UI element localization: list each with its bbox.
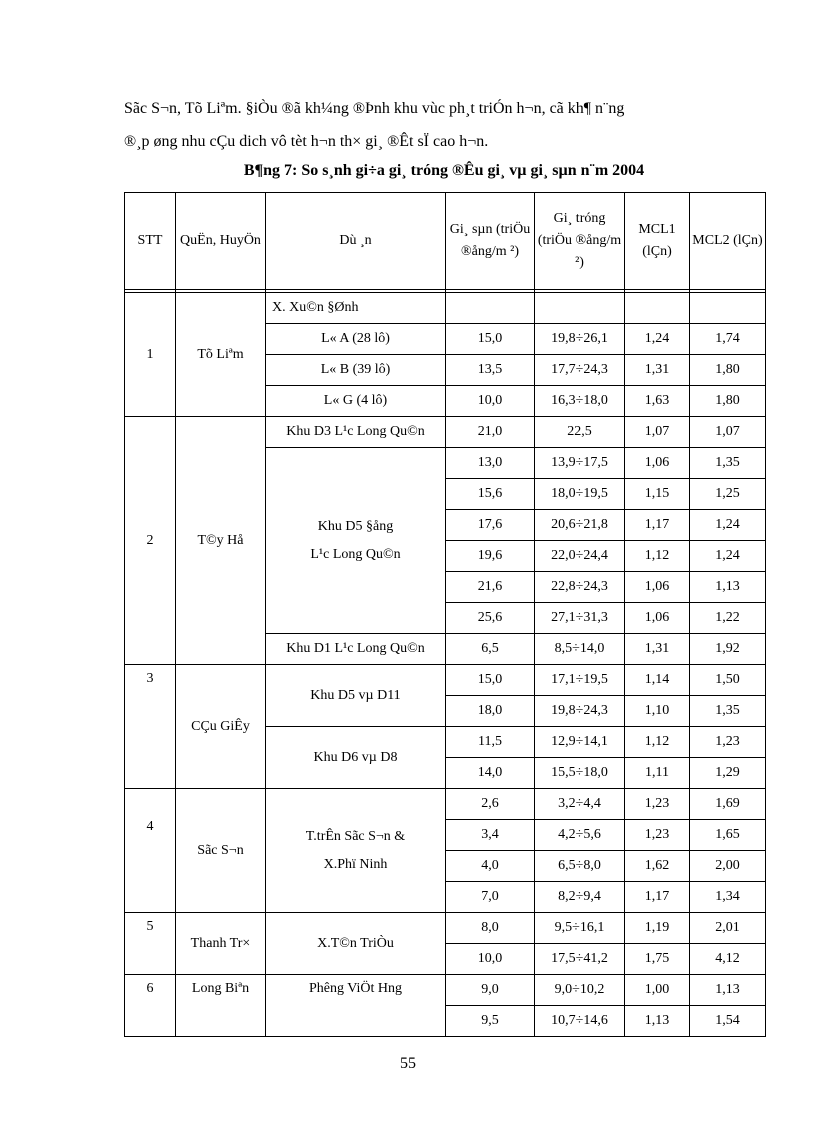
table-row xyxy=(125,913,766,944)
mcl1-cell: 1,23 xyxy=(625,820,690,851)
project-cell: X.T©n TriÒu xyxy=(266,913,446,975)
district-cell: Long Biªn xyxy=(176,975,266,1037)
floor-cell: 21,6 xyxy=(446,572,535,603)
win-cell: 22,8÷24,3 xyxy=(535,572,625,603)
district-cell: Tõ Liªm xyxy=(176,293,266,417)
mcl2-cell: 1,24 xyxy=(690,541,766,572)
floor-cell: 15,6 xyxy=(446,479,535,510)
mcl2-cell: 1,74 xyxy=(690,324,766,355)
stt-cell: 5 xyxy=(125,913,176,975)
project-cell: L« B (39 lô) xyxy=(266,355,446,386)
mcl1-cell: 1,31 xyxy=(625,355,690,386)
floor-cell: 13,0 xyxy=(446,448,535,479)
mcl1-cell: 1,15 xyxy=(625,479,690,510)
floor-cell: 3,4 xyxy=(446,820,535,851)
mcl1-cell: 1,23 xyxy=(625,789,690,820)
project-cell xyxy=(266,789,446,913)
stt-cell: 1 xyxy=(125,293,176,417)
mcl1-cell: 1,11 xyxy=(625,758,690,789)
floor-cell: 7,0 xyxy=(446,882,535,913)
floor-cell: 14,0 xyxy=(446,758,535,789)
mcl2-cell: 1,22 xyxy=(690,603,766,634)
floor-cell: 10,0 xyxy=(446,944,535,975)
mcl1-cell: 1,06 xyxy=(625,572,690,603)
win-cell: 22,0÷24,4 xyxy=(535,541,625,572)
win-cell: 6,5÷8,0 xyxy=(535,851,625,882)
table-caption: B¶ng 7: So s¸nh gi÷a gi¸ tróng ®Êu gi¸ vµ gi¸ sµn n¨m 2004 xyxy=(243,162,645,179)
win-cell: 9,0÷10,2 xyxy=(535,975,625,1006)
floor-cell: 25,6 xyxy=(446,603,535,634)
mcl1-cell: 1,12 xyxy=(625,727,690,758)
district-cell: CÇu GiÊy xyxy=(176,665,266,789)
mcl1-cell: 1,62 xyxy=(625,851,690,882)
floor-cell: 18,0 xyxy=(446,696,535,727)
floor-cell: 19,6 xyxy=(446,541,535,572)
header-floor-price: Gi¸ sµn (triÖu ®ång/m ²) xyxy=(446,193,535,290)
project-cell: Phêng ViÖt Hng xyxy=(266,975,446,1037)
mcl2-cell: 1,25 xyxy=(690,479,766,510)
win-cell: 12,9÷14,1 xyxy=(535,727,625,758)
mcl2-cell: 1,80 xyxy=(690,386,766,417)
mcl1-cell: 1,06 xyxy=(625,603,690,634)
mcl2-cell: 1,92 xyxy=(690,634,766,665)
mcl2-cell: 1,07 xyxy=(690,417,766,448)
mcl2-cell: 1,65 xyxy=(690,820,766,851)
mcl1-cell: 1,63 xyxy=(625,386,690,417)
win-cell: 17,1÷19,5 xyxy=(535,665,625,696)
table-row xyxy=(125,665,766,696)
win-cell: 18,0÷19,5 xyxy=(535,479,625,510)
win-cell: 19,8÷24,3 xyxy=(535,696,625,727)
win-cell: 16,3÷18,0 xyxy=(535,386,625,417)
mcl2-cell: 1,80 xyxy=(690,355,766,386)
stt-cell: 4 xyxy=(125,789,176,913)
win-cell: 15,5÷18,0 xyxy=(535,758,625,789)
table-row xyxy=(125,975,766,1006)
floor-cell: 13,5 xyxy=(446,355,535,386)
win-cell: 8,2÷9,4 xyxy=(535,882,625,913)
mcl2-cell: 1,50 xyxy=(690,665,766,696)
district-cell: Sãc S¬n xyxy=(176,789,266,913)
floor-cell: 6,5 xyxy=(446,634,535,665)
mcl1-cell: 1,06 xyxy=(625,448,690,479)
project-line: Khu D5 §ång xyxy=(317,518,394,534)
mcl1-cell: 1,19 xyxy=(625,913,690,944)
mcl2-cell: 1,35 xyxy=(690,696,766,727)
floor-cell: 9,5 xyxy=(446,1006,535,1037)
mcl1-cell: 1,17 xyxy=(625,510,690,541)
project-cell: Khu D3 L¹c Long Qu©n xyxy=(266,417,446,448)
table-row xyxy=(125,417,766,448)
mcl1-cell: 1,31 xyxy=(625,634,690,665)
header-row xyxy=(125,193,766,290)
project-cell xyxy=(266,448,446,634)
win-cell: 9,5÷16,1 xyxy=(535,913,625,944)
header-mcl2: MCL2 (lÇn) xyxy=(690,193,766,290)
mcl2-cell: 1,29 xyxy=(690,758,766,789)
floor-cell: 17,6 xyxy=(446,510,535,541)
project-cell: L« G (4 lô) xyxy=(266,386,446,417)
header-stt: STT xyxy=(125,193,176,290)
win-cell: 20,6÷21,8 xyxy=(535,510,625,541)
project-line: L¹c Long Qu©n xyxy=(310,546,401,562)
mcl1-cell: 1,00 xyxy=(625,975,690,1006)
header-district: QuËn, HuyÖn xyxy=(176,193,266,290)
paragraph-line-1: Sãc S¬n, Tõ Liªm. §iÒu ®ã kh¼ng ®Þnh khu vùc ph¸t triÓn h¬n, cã kh¶ n¨ng xyxy=(124,100,625,117)
win-cell: 17,5÷41,2 xyxy=(535,944,625,975)
mcl2-cell: 1,34 xyxy=(690,882,766,913)
win-cell: 17,7÷24,3 xyxy=(535,355,625,386)
win-cell: 13,9÷17,5 xyxy=(535,448,625,479)
mcl1-cell: 1,07 xyxy=(625,417,690,448)
floor-cell: 4,0 xyxy=(446,851,535,882)
mcl1-cell: 1,17 xyxy=(625,882,690,913)
mcl1-cell: 1,10 xyxy=(625,696,690,727)
floor-cell: 9,0 xyxy=(446,975,535,1006)
header-winning-price: Gi¸ tróng (triÖu ®ång/m ²) xyxy=(535,193,625,290)
mcl2-cell: 2,01 xyxy=(690,913,766,944)
page-number: 55 xyxy=(400,1055,416,1072)
table-row xyxy=(125,789,766,820)
district-cell: T©y Hå xyxy=(176,417,266,665)
mcl1-cell: 1,13 xyxy=(625,1006,690,1037)
table-row xyxy=(125,293,766,324)
project-line: T.trÊn Sãc S¬n & xyxy=(305,828,406,844)
district-cell: Thanh Tr× xyxy=(176,913,266,975)
project-cell: L« A (28 lô) xyxy=(266,324,446,355)
mcl2-cell: 1,35 xyxy=(690,448,766,479)
project-cell: X. Xu©n §Ønh xyxy=(266,293,446,324)
project-cell: Khu D5 vµ D11 xyxy=(266,665,446,727)
paragraph-line-2: ®¸p øng nhu cÇu dich vô tèt h¬n th× gi¸ ®Êt sÏ cao h¬n. xyxy=(124,133,489,150)
project-line: X.Phï Ninh xyxy=(323,856,388,872)
mcl2-cell: 4,12 xyxy=(690,944,766,975)
win-cell: 10,7÷14,6 xyxy=(535,1006,625,1037)
floor-cell: 15,0 xyxy=(446,324,535,355)
floor-cell: 11,5 xyxy=(446,727,535,758)
win-cell: 3,2÷4,4 xyxy=(535,789,625,820)
floor-cell: 10,0 xyxy=(446,386,535,417)
mcl1-cell: 1,12 xyxy=(625,541,690,572)
mcl2-cell: 1,13 xyxy=(690,975,766,1006)
stt-cell: 6 xyxy=(125,975,176,1037)
mcl1-cell: 1,14 xyxy=(625,665,690,696)
mcl2-cell: 1,69 xyxy=(690,789,766,820)
win-cell: 19,8÷26,1 xyxy=(535,324,625,355)
mcl2-cell: 1,54 xyxy=(690,1006,766,1037)
floor-cell: 21,0 xyxy=(446,417,535,448)
header-mcl1: MCL1 (lÇn) xyxy=(625,193,690,290)
project-cell: Khu D6 vµ D8 xyxy=(266,727,446,789)
mcl1-cell: 1,24 xyxy=(625,324,690,355)
win-cell: 27,1÷31,3 xyxy=(535,603,625,634)
mcl2-cell: 1,24 xyxy=(690,510,766,541)
win-cell: 4,2÷5,6 xyxy=(535,820,625,851)
mcl2-cell: 2,00 xyxy=(690,851,766,882)
floor-cell: 8,0 xyxy=(446,913,535,944)
floor-cell: 2,6 xyxy=(446,789,535,820)
win-cell: 22,5 xyxy=(535,417,625,448)
stt-cell: 3 xyxy=(125,665,176,789)
mcl2-cell: 1,13 xyxy=(690,572,766,603)
comparison-table xyxy=(124,192,766,1037)
mcl2-cell: 1,23 xyxy=(690,727,766,758)
project-cell: Khu D1 L¹c Long Qu©n xyxy=(266,634,446,665)
win-cell: 8,5÷14,0 xyxy=(535,634,625,665)
mcl1-cell: 1,75 xyxy=(625,944,690,975)
floor-cell: 15,0 xyxy=(446,665,535,696)
stt-cell: 2 xyxy=(125,417,176,665)
header-project: Dù ¸n xyxy=(266,193,446,290)
